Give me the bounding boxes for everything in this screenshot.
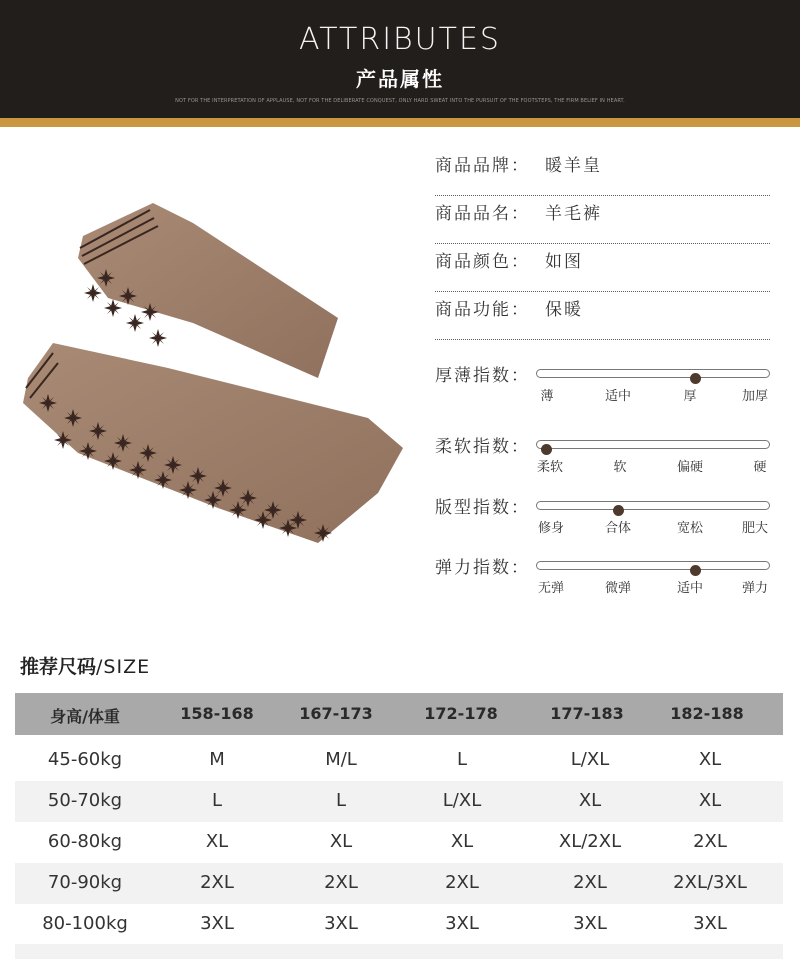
index-tick: 弹力: [741, 581, 769, 596]
attr-product-name: [435, 196, 770, 244]
table-cell: 2XL: [573, 872, 607, 893]
attr-value: 保暖: [545, 300, 583, 320]
index-tick: 薄: [540, 389, 554, 404]
index-tick: 软: [613, 460, 627, 475]
table-row: [15, 863, 783, 904]
attr-label: 商品功能：: [435, 300, 530, 320]
index-label: 柔软指数：: [435, 437, 530, 457]
row-weight: 60-80kg: [47, 831, 123, 852]
table-cell: M: [209, 749, 225, 770]
index-softness: [435, 432, 775, 482]
table-cell: 2XL: [200, 872, 234, 893]
row-weight: 70-90kg: [47, 872, 123, 893]
table-row: [15, 781, 783, 822]
size-title-cn: 推荐尺码: [20, 656, 97, 678]
table-cell: 3XL: [445, 913, 479, 934]
index-label: 弹力指数：: [435, 558, 530, 578]
attributes-header: [0, 0, 800, 118]
index-marker: [541, 444, 552, 455]
index-fit: [435, 493, 775, 543]
index-elasticity: [435, 553, 775, 603]
header-accent-bar: [0, 118, 800, 127]
index-track: [536, 501, 770, 510]
row-weight: 50-70kg: [47, 790, 123, 811]
table-cell: 2XL: [693, 831, 727, 852]
table-cell: L/XL: [442, 790, 482, 811]
attr-label: 商品品名：: [435, 204, 530, 224]
table-row: [15, 904, 783, 945]
index-track: [536, 440, 770, 449]
attr-label: 商品颜色：: [435, 252, 530, 272]
index-tick: 厚: [683, 389, 697, 404]
table-cell: XL: [205, 831, 229, 852]
index-tick: 偏硬: [676, 460, 704, 475]
table-row: [15, 822, 783, 863]
header-cell: 182-188: [670, 704, 744, 723]
table-cell: L/XL: [570, 749, 610, 770]
header-cell: 167-173: [299, 704, 373, 723]
table-cell: L: [456, 749, 468, 770]
header-cell: 158-168: [180, 704, 254, 723]
table-cell: 3XL: [324, 913, 358, 934]
index-label: 版型指数：: [435, 498, 530, 518]
index-thickness: [435, 361, 775, 411]
index-tick: 加厚: [741, 389, 769, 404]
table-cell: XL: [450, 831, 474, 852]
product-image: [18, 148, 408, 610]
index-tick: 适中: [604, 389, 632, 404]
index-tick: 柔软: [536, 460, 564, 475]
index-marker: [613, 505, 624, 516]
header-cell: 172-178: [424, 704, 498, 723]
index-tick: 无弹: [537, 581, 565, 596]
index-track: [536, 369, 770, 378]
row-weight: 45-60kg: [47, 749, 123, 770]
header-tagline: NOT FOR THE INTERPRETATION OF APPLAUSE, NOT FOR THE DELIBERATE CONQUEST, ONLY HARD SWEAT INTO THE PURSUIT OF THE FOOTSTEPS, THE FIRM BELIEF IN HEART.: [175, 98, 625, 104]
table-cell: XL/2XL: [558, 831, 622, 852]
header-title: ATTRIBUTES: [299, 22, 501, 57]
table-cell: 2XL: [324, 872, 358, 893]
index-tick: 微弹: [604, 581, 632, 596]
index-track: [536, 561, 770, 570]
attr-function: [435, 292, 770, 340]
index-tick: 宽松: [676, 521, 704, 536]
attr-value: 暖羊皇: [545, 156, 602, 176]
table-cell: XL: [578, 790, 602, 811]
attr-brand: [435, 148, 770, 196]
table-cell: M/L: [325, 749, 357, 770]
header-cell: 177-183: [550, 704, 624, 723]
attr-value: 如图: [545, 252, 583, 272]
table-cell: XL: [698, 749, 722, 770]
row-weight: 80-100kg: [42, 913, 128, 934]
size-section-title: [20, 652, 150, 679]
size-title-en: /SIZE: [96, 656, 151, 678]
table-cell: 3XL: [200, 913, 234, 934]
table-bottom-strip: [15, 944, 783, 959]
attr-color: [435, 244, 770, 292]
table-cell: XL: [698, 790, 722, 811]
table-cell: 2XL/3XL: [673, 872, 747, 893]
table-cell: L: [211, 790, 223, 811]
header-cell: 身高/体重: [50, 707, 120, 726]
index-tick: 合体: [604, 521, 632, 536]
header-subtitle: 产品属性: [356, 67, 444, 91]
index-tick: 硬: [753, 460, 767, 475]
table-cell: L: [335, 790, 347, 811]
index-marker: [690, 565, 701, 576]
table-cell: 3XL: [693, 913, 727, 934]
index-tick: 肥大: [741, 521, 769, 536]
index-label: 厚薄指数：: [435, 366, 530, 386]
index-marker: [690, 373, 701, 384]
index-tick: 适中: [676, 581, 704, 596]
table-cell: 3XL: [573, 913, 607, 934]
index-tick: 修身: [537, 521, 565, 536]
table-cell: XL: [329, 831, 353, 852]
size-table-header: [15, 693, 783, 735]
attr-value: 羊毛裤: [545, 204, 602, 224]
attr-label: 商品品牌：: [435, 156, 530, 176]
table-cell: 2XL: [445, 872, 479, 893]
table-row: [15, 740, 783, 781]
